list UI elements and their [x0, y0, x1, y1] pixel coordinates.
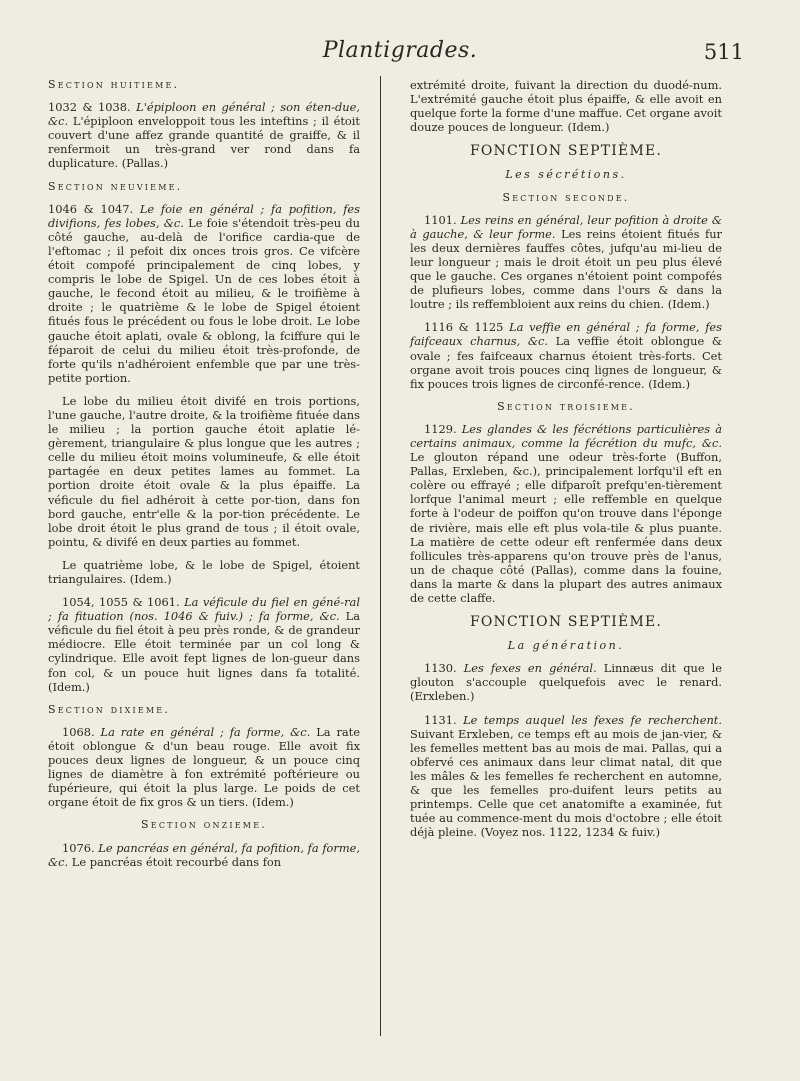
- article-title: La rate en général ; fa forme, &c.: [100, 724, 311, 739]
- paragraph: [410, 422, 722, 605]
- running-title: Plantigrades.: [322, 38, 478, 63]
- article-body: La véficule du fiel étoit à peu près ronde, & de grandeur médiocre. Elle étoit terminée par un col long & cylindrique. Elle avoit fept lignes de lon-gueur dans fon col, & un pouce huit lignes dans fa totalité. (Idem.): [48, 609, 361, 694]
- section-heading: Section onzieme.: [141, 818, 267, 832]
- paragraph: [48, 841, 360, 869]
- article-title: Le foie en général ; fa pofition, fes divifions, fes lobes, &c.: [48, 201, 360, 230]
- paragraph: [410, 320, 722, 390]
- subsection-heading: Les sécrétions.: [505, 168, 627, 182]
- article-title: La véficule du fiel en géné-ral ; fa fituation (nos. 1046 & fuiv.) ; fa forme, &c.: [48, 595, 360, 624]
- article-title: Le temps auquel les fexes fe recherchent.: [463, 712, 723, 727]
- article-number: 1101.: [424, 212, 457, 227]
- paragraph: [410, 661, 722, 703]
- paragraph: [410, 213, 722, 312]
- article-body: Le glouton répand une odeur très-forte (Buffon, Pallas, Erxleben, &c.), principalement lorfqu'il eft en colère ou effrayé ; elle difparoît prefqu'en-tièrement lorfque l'animal meurt ; elle reffemble en quelque forte à l'odeur de poiffon qu'on trouve dans l'éponge de rivière, mais elle eft plus vola-tile & plus puante. La matière de cette odeur eft renfermée dans deux follicules très-apparens qu'on trouve près de l'anus, un de chaque côté (Pallas), comme dans la fouine, dans la marte & dans la plupart des autres animaux de cette claffe.: [410, 450, 722, 605]
- function-heading: FONCTION SEPTIÈME.: [469, 614, 663, 631]
- paragraph: [48, 725, 360, 810]
- article-number: 1032 & 1038.: [48, 100, 131, 115]
- paragraph: extrémité droite, fuivant la direction du duodé-num. L'extrémité gauche étoit plus épaiffe, & elle avoit en quelque forte la forme d'une maffue. Cet organe avoit douze pouces de longueur. (Idem.): [410, 78, 722, 135]
- article-body: La veffie étoit oblongue & ovale ; fes faifceaux charnus étoient très-forts. Cet organe avoit trois pouces cinq lignes de longueur, & fix pouces trois lignes de circonfé-rence. (Idem.): [410, 334, 722, 391]
- page-number: 511: [703, 40, 744, 64]
- subsection-heading: La génération.: [507, 639, 625, 653]
- article-body: L'épiploon enveloppoit tous les inteftins ; il étoit couvert d'une affez grande quantité de graiffe, & il renfermoit un très-grand ver rond dans fa duplicature. (Pallas.): [48, 114, 360, 171]
- paragraph: [48, 595, 360, 694]
- paragraph: [410, 713, 722, 840]
- function-heading: FONCTION SEPTIÈME.: [469, 143, 663, 160]
- article-title: Les glandes & les fécrétions particulières à certains animaux, comme la fécrétion du mufc, &c.: [410, 421, 722, 450]
- article-body: Suivant Erxleben, ce temps eft au mois de jan-vier, & les femelles mettent bas au mois de mai. Pallas, qui a obfervé ces animaux dans leur climat natal, dit que les mâles & les femelles fe recherchent en automne, & que les femelles pro-duifent leurs petits au printemps. Celle que cet anatomifte a examinée, fut tuée au commence-ment du mois d'octobre ; elle étoit déjà pleine. (Voyez nos. 1122, 1234 & fuiv.): [410, 726, 722, 840]
- article-title: La veffie en général ; fa forme, fes faifceaux charnus, &c.: [410, 320, 722, 349]
- article-body: La rate étoit oblongue & d'un beau rouge. Elle avoit fix pouces deux lignes de longueur, & un pouce cinq lignes de diamètre à fon extrémité poftérieure ou fupérieure, qui étoit la plus large. Le poids de cet organe étoit de fix gros & un tiers. (Idem.): [48, 724, 360, 810]
- article-title: Le pancréas en général, fa pofition, fa forme, &c.: [48, 840, 361, 869]
- article-body: Linnæus dit que le glouton s'accouple quelquefois avec le renard. (Erxleben.): [410, 661, 723, 704]
- column-rule: [380, 76, 381, 1036]
- article-number: 1068.: [62, 724, 95, 739]
- article-body: Les reins étoient fitués fur les deux dernières fauffes côtes, jufqu'au mi-lieu de leur longueur ; mais le droit étoit un peu plus élevé que le gauche. Ces organes n'étoient point compofés de plufieurs lobes, comme dans l'ours & dans la loutre ; ils reffembloient aux reins du chien. (Idem.): [410, 226, 723, 312]
- section-heading: Section neuvieme.: [48, 179, 183, 193]
- paragraph: [48, 100, 360, 170]
- article-title: Les reins en général, leur pofition à droite & à gauche, & leur forme.: [410, 212, 722, 241]
- article-number: 1116 & 1125: [424, 320, 504, 335]
- paragraph: Le lobe du milieu étoit divifé en trois portions, l'une gauche, l'autre droite, & la troifième fituée dans le milieu ; la portion gauche étoit aplatie lé-gèrement, triangulaire & plus longue que les autres ; celle du milieu étoit moins volumineufe, & elle étoit partagée en deux petites lames au fommet. La portion droite étoit ovale & la plus épaiffe. La véficule du fiel adhéroit à cette por-tion, dans fon bord gauche, entr'elle & la por-tion précédente. Le lobe droit étoit le plus grand de tous ; il étoit ovale, pointu, & divifé en deux parties au fommet.: [48, 393, 360, 549]
- article-number: 1054, 1055 & 1061.: [62, 595, 180, 610]
- article-body: Le pancréas étoit recourbé dans fon: [71, 854, 282, 869]
- section-heading: Section huitieme.: [48, 78, 180, 91]
- left-column: [48, 78, 360, 878]
- article-number: 1131.: [424, 712, 457, 727]
- article-title: L'épiploon en général ; son éten-due, &c.: [48, 100, 360, 129]
- section-heading: Section troisieme.: [497, 399, 635, 413]
- section-heading: Section seconde.: [502, 190, 630, 204]
- article-number: 1129.: [424, 421, 457, 436]
- article-number: 1046 & 1047.: [48, 201, 134, 216]
- section-heading: Section dixieme.: [48, 702, 171, 716]
- article-number: 1076.: [62, 840, 95, 855]
- article-title: Les fexes en général.: [463, 661, 597, 676]
- article-number: 1130.: [424, 661, 457, 676]
- paragraph: Le quatrième lobe, & le lobe de Spigel, étoient triangulaires. (Idem.): [48, 557, 360, 586]
- right-column: [410, 78, 722, 848]
- article-body: Le foie s'étendoit très-peu du côté gauche, au-delà de l'orifice cardia-que de l'eftomac ; il pefoit dix onces trois gros. Ce vifcère étoit compofé principalement de cinq lobes, y compris le lobe de Spigel. Un de ces lobes étoit à gauche, le fecond étoit au milieu, & le troifième à droite ; le quatrième & le lobe de Spigel étoient fitués fous le précédent ou fous le lobe droit. Le lobe gauche étoit aplati, ovale & oblong, la fciffure qui le féparoit de celui du milieu étoit très-profonde, de forte qu'ils n'adhéroient enfemble que par une très-petite portion.: [48, 215, 360, 385]
- paragraph: [48, 202, 360, 385]
